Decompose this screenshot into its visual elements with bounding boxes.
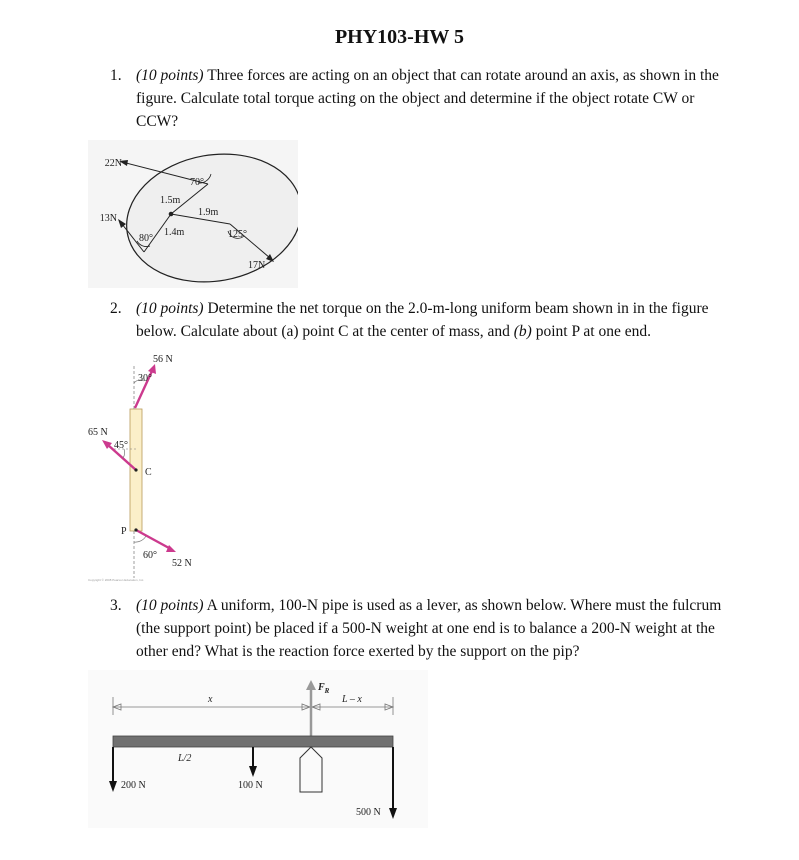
force-17-label: 17N [248,260,266,271]
question-number: 3. [110,597,122,614]
force-52-label: 52 N [172,558,192,569]
force-65-label: 65 N [88,427,108,438]
point-p-marker [134,528,137,531]
fr-label: $F_R$ [318,682,330,695]
r3-label: 1.4m [164,227,185,238]
question-3 [110,594,730,663]
figure-1-rotating-object [88,140,298,288]
weight-100-label: 100 N [238,780,263,791]
question-text: (10 points) Determine the net torque on the 2.0-m-long uniform beam shown in in the figure below. Calculate about (a) point C at the center of mass, and (b) point P at one end. [136,300,709,340]
l-minus-x-label: L – x [342,694,362,705]
angle-arc-60 [134,536,146,542]
question-number: 2. [110,300,122,317]
copyright-text: Copyright © 2008 Pearson Education, Inc. [88,578,145,582]
question-text: (10 points) Three forces are acting on an object that can rotate around an axis, as shown in the figure. Calculate total torque acting on the object and determine if the object rotate CW or CCW? [136,67,719,130]
r2-label: 1.9m [198,207,219,218]
figure-2-beam [86,352,216,588]
angle-70-label: 70° [190,177,204,188]
force-13-label: 13N [99,213,117,224]
point-c-label: C [145,467,152,478]
half-length-label: L/2 [178,753,192,764]
angle-60-label: 60° [143,550,157,561]
point-c-marker [134,468,137,471]
question-1 [110,64,730,133]
figure-background [88,670,428,828]
page-title: PHY103-HW 5 [334,26,465,48]
angle-80-label: 80° [139,233,153,244]
points-label: (10 points) [136,597,204,614]
points-label: (10 points) [136,67,204,84]
angle-30-label: 30° [138,373,152,384]
figure-3-lever [88,670,428,828]
weight-200-label: 200 N [121,780,146,791]
points-label: (10 points) [136,300,204,317]
lever-pipe [113,736,393,747]
question-number: 1. [110,67,122,84]
point-p-label: P [121,526,127,537]
force-52-line [136,530,169,548]
question-2 [110,297,730,343]
r1-label: 1.5m [160,195,181,206]
weight-500-label: 500 N [356,807,381,818]
angle-125-label: 125° [228,229,247,240]
force-56-label: 56 N [153,354,173,365]
question-text: (10 points) A uniform, 100-N pipe is used as a lever, as shown below. Where must the fulcrum (the support point) be placed if a 500-N weight at one end is to balance a 200-N weight at the other end? What is the reaction force exerted by the support on the pip? [136,597,722,660]
force-22-label: 22N [104,158,122,169]
angle-45-label: 45° [114,440,128,451]
x-label: x [208,694,213,705]
